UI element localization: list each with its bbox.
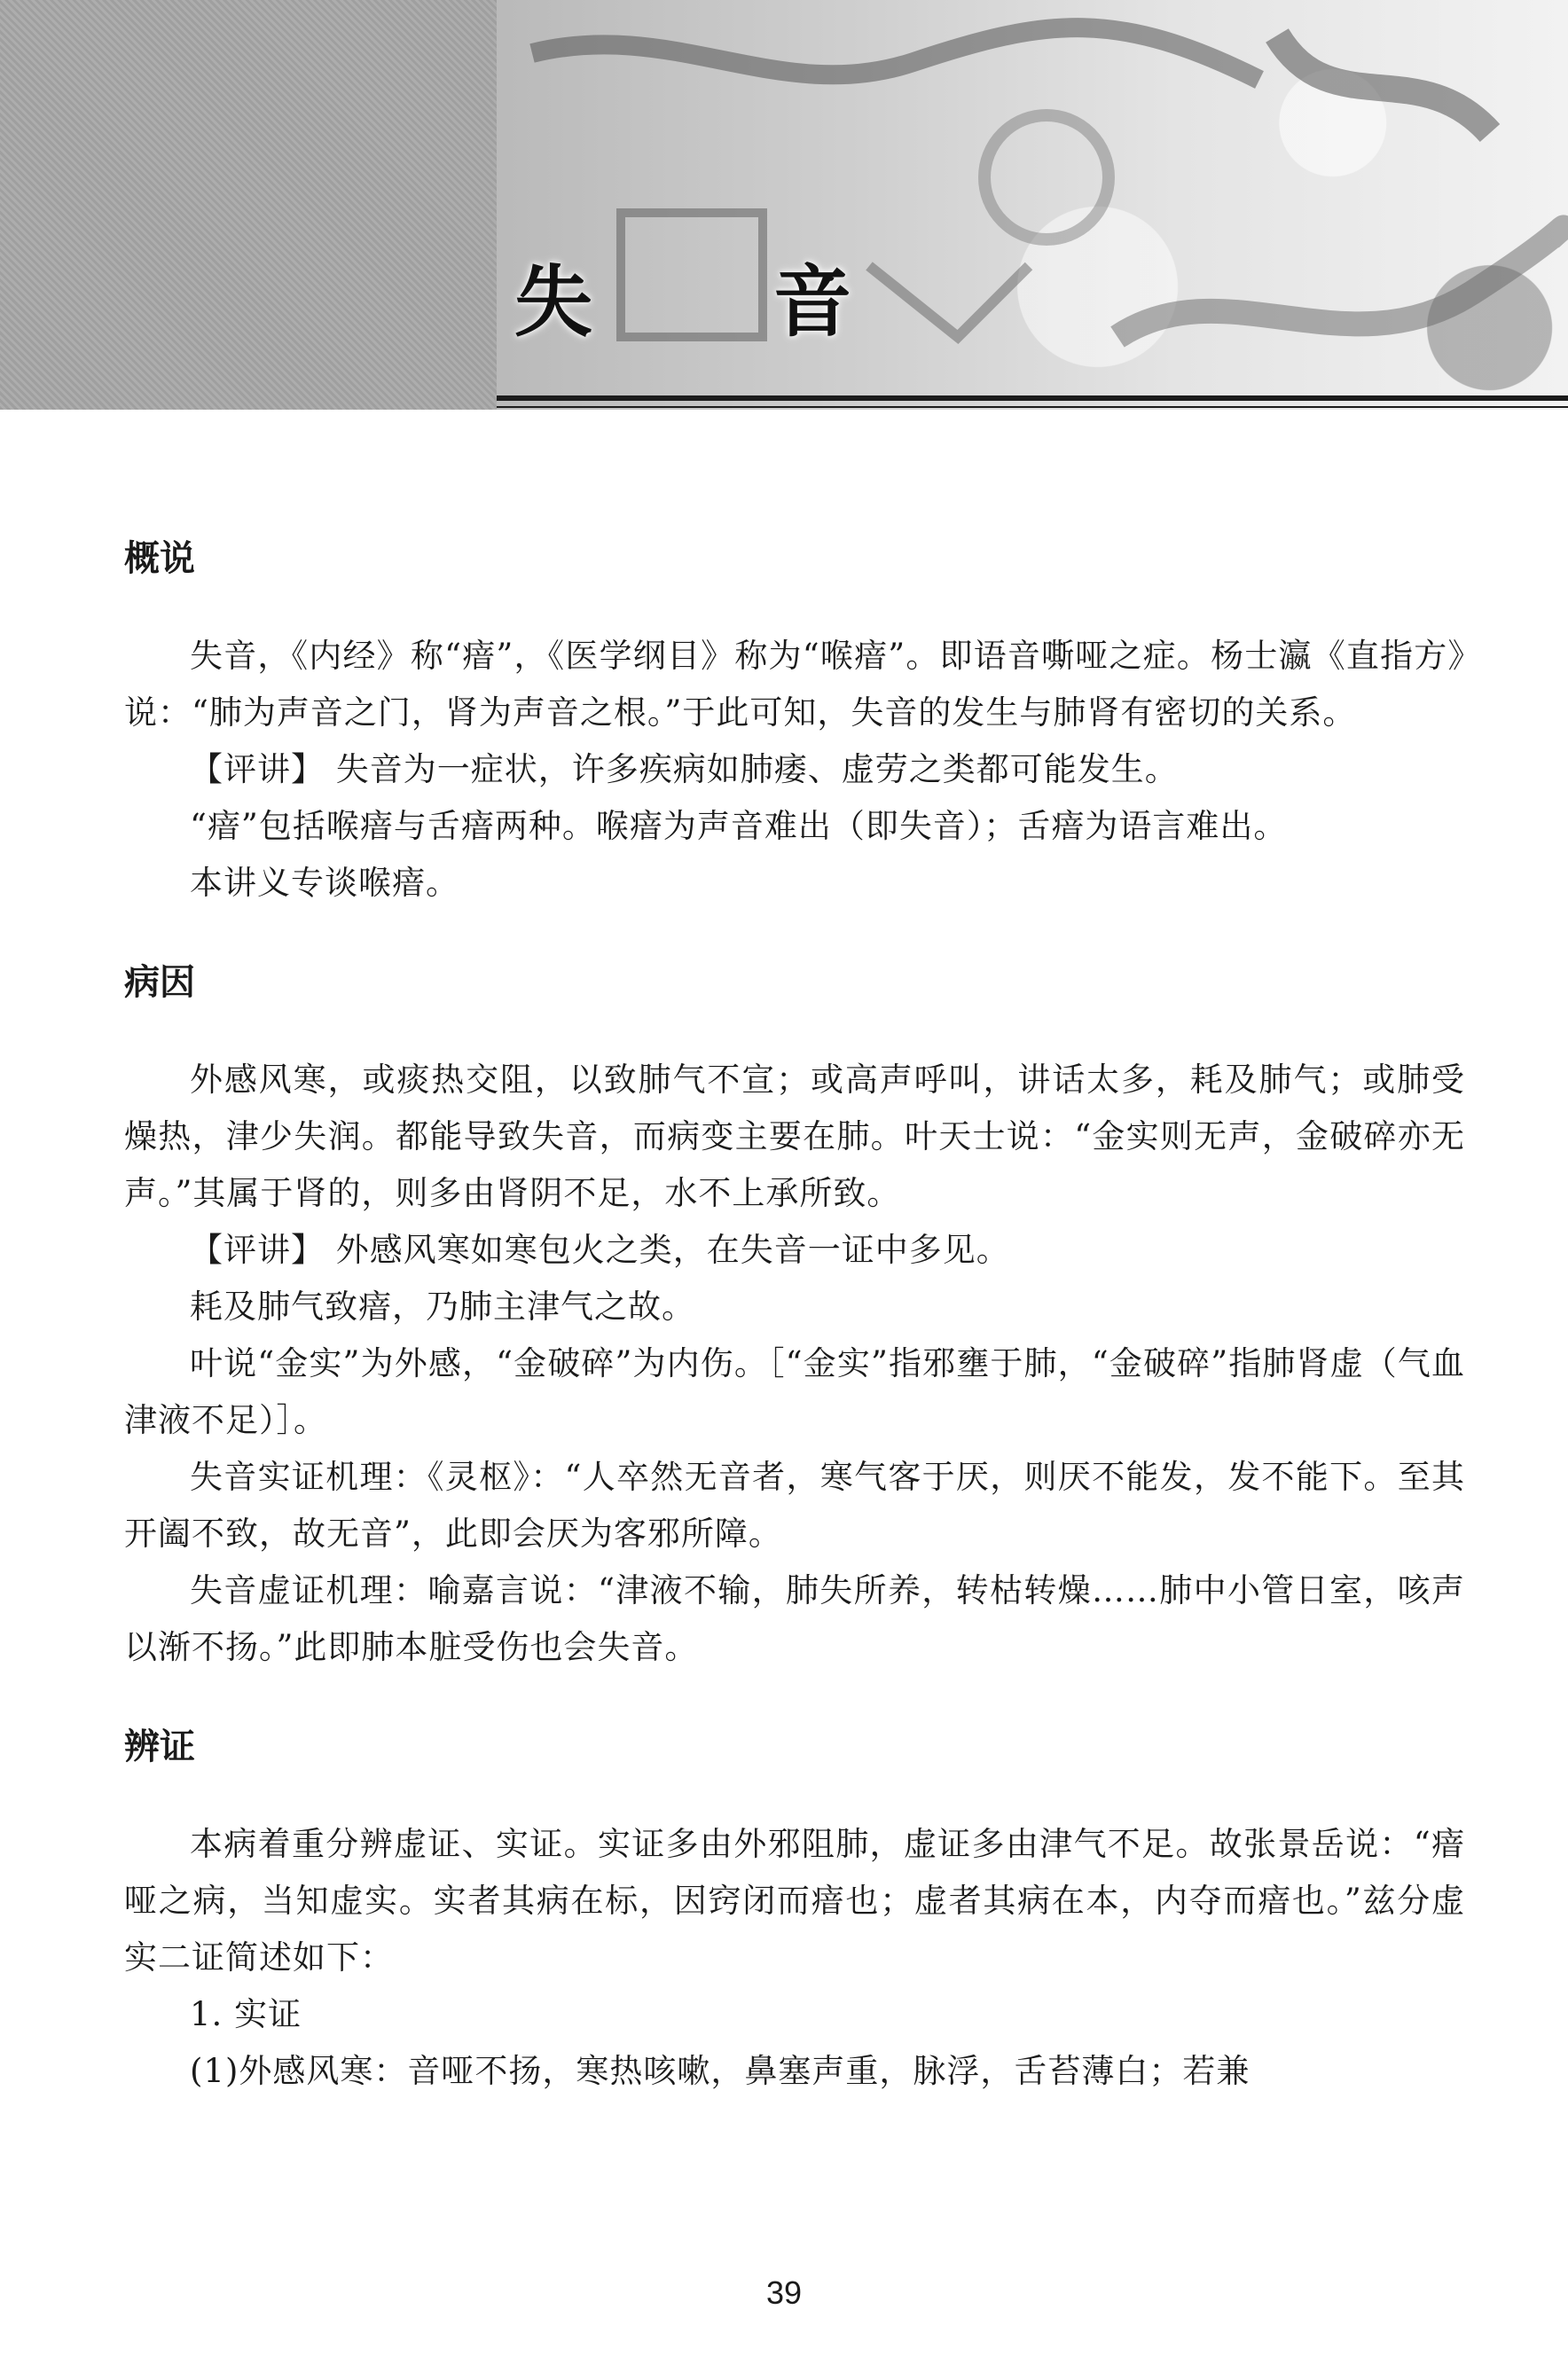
paragraph: 本病着重分辨虚证、实证。实证多由外邪阻肺，虚证多由津气不足。故张景岳说：“瘖哑之病，当知虚实。实者其病在标，因窍闭而瘖也；虚者其病在本，内夺而瘖也。”兹分虚实二证简述如下：: [124, 1825, 1465, 1977]
paragraph: 失音，《内经》称“瘖”，《医学纲目》称为“喉瘖”。即语音嘶哑之症。杨士瀛《直指方》说：“肺为声音之门，肾为声音之根。”于此可知，失音的发生与肺肾有密切的关系。: [124, 637, 1465, 732]
paragraph: 耗及肺气致瘖，乃肺主津气之故。: [190, 1288, 695, 1326]
page-content: [124, 532, 1465, 2100]
paragraph: “瘖”包括喉瘖与舌瘖两种。喉瘖为声音难出（即失音）；舌瘖为语言难出。: [190, 807, 1288, 845]
spacer: [124, 912, 1465, 956]
spacer: [124, 1676, 1465, 1720]
paragraph: (1)外感风寒：音哑不扬，寒热咳嗽，鼻塞声重，脉浮，舌苔薄白；若兼: [190, 2052, 1250, 2090]
commentary-paragraph: 【评讲】 外感风寒如寒包火之类，在失音一证中多见。: [190, 1231, 1010, 1269]
paragraph: 本讲义专谈喉瘖。: [190, 864, 459, 902]
banner-texture: [0, 0, 497, 410]
chapter-title: [514, 254, 851, 351]
banner-rule-thin: [497, 406, 1568, 408]
commentary-paragraph: 【评讲】 失音为一症状，许多疾病如肺痿、虚劳之类都可能发生。: [190, 750, 1179, 788]
chapter-banner: [0, 0, 1568, 410]
subheading-paragraph: 1. 实证: [190, 1995, 302, 2033]
chapter-title-char-1: 失: [514, 256, 593, 348]
paragraph: 叶说“金实”为外感，“金破碎”为内伤。［“金实”指邪壅于肺，“金破碎”指肺肾虚（气血津液不足）］。: [124, 1344, 1465, 1439]
banner-rule-thick: [497, 395, 1568, 401]
paragraph: 失音虚证机理：喻嘉言说：“津液不输，肺失所养，转枯转燥……肺中小管日室，咳声以渐不扬。”此即肺本脏受伤也会失音。: [124, 1571, 1465, 1666]
paragraph: 外感风寒，或痰热交阻，以致肺气不宣；或高声呼叫，讲话太多，耗及肺气；或肺受燥热，津少失润。都能导致失音，而病变主要在肺。叶天士说：“金实则无声，金破碎亦无声。”其属于肾的，则多由肾阴不足，水不上承所致。: [124, 1061, 1465, 1212]
section-heading-overview: 概说: [124, 538, 195, 579]
section-heading-differentiation: 辨证: [124, 1726, 195, 1767]
section-heading-etiology: 病因: [124, 962, 195, 1003]
chapter-title-char-2: 音: [772, 256, 851, 348]
paragraph: 失音实证机理：《灵枢》：“人卒然无音者，寒气客于厌，则厌不能发，发不能下。至其开阖不致，故无音”，此即会厌为客邪所障。: [124, 1458, 1465, 1553]
page-number: 39: [765, 2274, 803, 2311]
